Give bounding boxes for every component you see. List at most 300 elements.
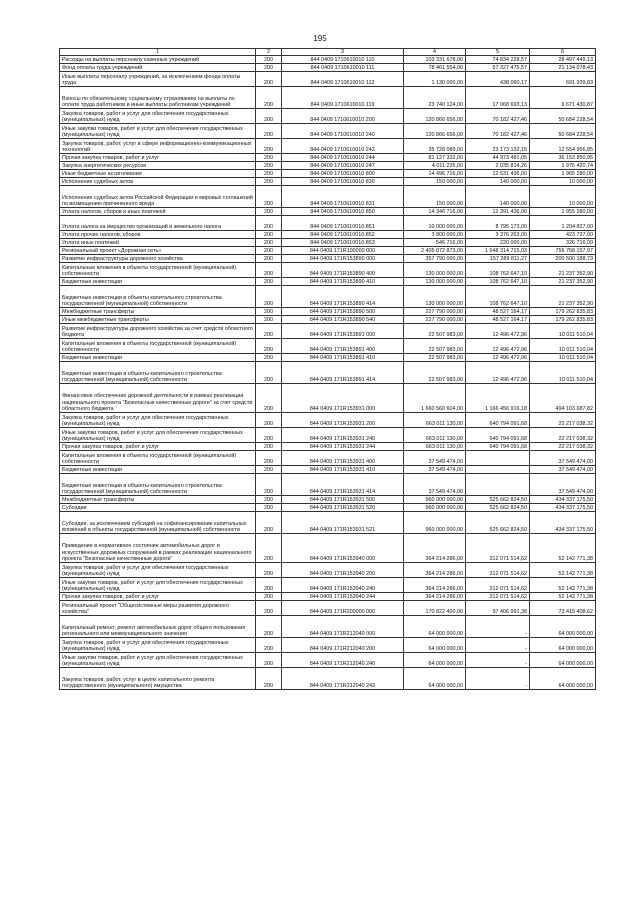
table-row: [60, 255, 596, 263]
row-unexecuted-cell: 1 965 280,00: [530, 170, 596, 178]
row-budget-code-cell: 844 0409 1710610010 853: [282, 239, 404, 247]
row-executed-cell: 12 496 472,96: [466, 362, 530, 384]
row-executed-cell: 57 327 475,57: [466, 64, 530, 72]
row-unexecuted-cell: 22 217 038,32: [530, 413, 596, 428]
row-unexecuted-cell: 64 000 000,00: [530, 653, 596, 668]
row-unexecuted-cell: 10 000,00: [530, 178, 596, 186]
column-number-cell: 2: [256, 49, 282, 56]
row-executed-cell: 48 527 164,17: [466, 316, 530, 324]
row-ved-code-cell: 200: [256, 56, 282, 64]
row-unexecuted-cell: 10 011 510,04: [530, 324, 596, 339]
row-name-cell: Закупка товаров, работ и услуг для обеспечения государственных (муниципальных) нужд: [60, 638, 256, 653]
row-executed-cell: 312 071 514,62: [466, 534, 530, 563]
row-approved-cell: 150 000,00: [404, 186, 466, 208]
row-ved-code-cell: 200: [256, 170, 282, 178]
row-ved-code-cell: 200: [256, 87, 282, 109]
row-approved-cell: 37 549 474,00: [404, 474, 466, 496]
row-ved-code-cell: 200: [256, 563, 282, 578]
row-executed-cell: 140 000,00: [466, 178, 530, 186]
row-name-cell: Бюджетные инвестиции в объекты капитального строительства государственной (муниципальной) собственности: [60, 474, 256, 496]
row-ved-code-cell: 200: [256, 64, 282, 72]
row-budget-code-cell: 844 0409 1710610010 830: [282, 178, 404, 186]
row-name-cell: Прочая закупка товаров, работ и услуг: [60, 154, 256, 162]
row-budget-code-cell: 844 0409 171R153940 200: [282, 563, 404, 578]
table-row: [60, 124, 596, 139]
table-row: [60, 178, 596, 186]
row-budget-code-cell: 844 0409 171R153931 400: [282, 451, 404, 466]
row-unexecuted-cell: 73 415 408,62: [530, 601, 596, 616]
row-executed-cell: -: [466, 638, 530, 653]
row-approved-cell: 64 000 000,00: [404, 653, 466, 668]
row-budget-code-cell: 844 0409 171R153940 000: [282, 534, 404, 563]
row-ved-code-cell: 200: [256, 504, 282, 512]
row-approved-cell: 120 866 656,00: [404, 124, 466, 139]
row-budget-code-cell: 844 0409 1710610010 800: [282, 170, 404, 178]
row-name-cell: Расходы на выплаты персоналу казенных учреждений: [60, 56, 256, 64]
row-budget-code-cell: 844 0409 1710610010 242: [282, 139, 404, 154]
table-row: [60, 139, 596, 154]
row-name-cell: Уплата иных платежей: [60, 239, 256, 247]
row-approved-cell: 64 000 000,00: [404, 668, 466, 690]
row-budget-code-cell: 844 0409 171R153890 000: [282, 255, 404, 263]
row-budget-code-cell: 844 0409 171R153891 000: [282, 324, 404, 339]
row-approved-cell: 960 000 000,00: [404, 504, 466, 512]
row-unexecuted-cell: 10 011 510,04: [530, 354, 596, 362]
row-ved-code-cell: 200: [256, 286, 282, 308]
row-executed-cell: 108 762 647,10: [466, 286, 530, 308]
row-name-cell: Иные бюджетные ассигнования: [60, 170, 256, 178]
row-approved-cell: 663 011 130,00: [404, 443, 466, 451]
column-number-cell: 6: [530, 49, 596, 56]
row-executed-cell: 70 182 427,46: [466, 124, 530, 139]
row-name-cell: Закупка энергетических ресурсов: [60, 162, 256, 170]
table-row: [60, 87, 596, 109]
row-budget-code-cell: 844 0409 171R153891 400: [282, 339, 404, 354]
table-row: [60, 339, 596, 354]
row-name-cell: Иные закупки товаров, работ и услуг для обеспечения государственных (муниципальных) нужд: [60, 428, 256, 443]
row-budget-code-cell: 844 0409 1710610010 244: [282, 154, 404, 162]
row-unexecuted-cell: 21 237 352,90: [530, 286, 596, 308]
row-budget-code-cell: 844 0409 171R153940 240: [282, 578, 404, 593]
row-approved-cell: 103 331 678,00: [404, 56, 466, 64]
table-row: [60, 601, 596, 616]
row-ved-code-cell: 200: [256, 512, 282, 534]
table-row: [60, 638, 596, 653]
row-unexecuted-cell: 21 237 352,90: [530, 278, 596, 286]
row-executed-cell: [466, 466, 530, 474]
row-approved-cell: 170 822 400,00: [404, 601, 466, 616]
table-row: [60, 154, 596, 162]
row-name-cell: Взносы по обязательному социальному страхованию на выплаты по оплате труда работников и иные выплаты работникам учреждений: [60, 87, 256, 109]
row-name-cell: Фонд оплаты труда учреждений: [60, 64, 256, 72]
table-row: [60, 231, 596, 239]
row-unexecuted-cell: 326 716,00: [530, 239, 596, 247]
row-ved-code-cell: 200: [256, 384, 282, 413]
row-unexecuted-cell: 756 758 157,97: [530, 247, 596, 255]
row-name-cell: Уплата налогов, сборов и иных платежей: [60, 208, 256, 216]
table-row: [60, 504, 596, 512]
row-ved-code-cell: 200: [256, 308, 282, 316]
table-row: [60, 474, 596, 496]
table-row: [60, 72, 596, 87]
table-row: [60, 247, 596, 255]
row-approved-cell: 1 130 000,00: [404, 72, 466, 87]
row-name-cell: Исполнение судебных актов Российской Федерации и мировых соглашений по возмещению причиненного вреда: [60, 186, 256, 208]
table-row: [60, 239, 596, 247]
row-unexecuted-cell: 52 142 771,38: [530, 534, 596, 563]
row-approved-cell: 364 214 286,00: [404, 593, 466, 601]
row-executed-cell: 12 496 472,96: [466, 354, 530, 362]
row-approved-cell: 2 405 072 873,00: [404, 247, 466, 255]
table-row: [60, 428, 596, 443]
row-approved-cell: 1 660 560 604,00: [404, 384, 466, 413]
row-ved-code-cell: 200: [256, 653, 282, 668]
row-ved-code-cell: 200: [256, 154, 282, 162]
row-executed-cell: 640 794 091,68: [466, 413, 530, 428]
row-ved-code-cell: 200: [256, 534, 282, 563]
table-row: [60, 170, 596, 178]
table-row: [60, 362, 596, 384]
row-executed-cell: 312 071 514,62: [466, 578, 530, 593]
row-executed-cell: 48 527 164,17: [466, 308, 530, 316]
row-name-cell: Закупка товаров, работ и услуг для обеспечения государственных (муниципальных) нужд: [60, 109, 256, 124]
table-row: [60, 668, 596, 690]
row-executed-cell: 525 662 824,50: [466, 504, 530, 512]
row-unexecuted-cell: 52 142 771,38: [530, 578, 596, 593]
row-budget-code-cell: 844 0409 1710610010 112: [282, 72, 404, 87]
row-name-cell: Бюджетные инвестиции в объекты капитального строительства государственной (муниципальной) собственности: [60, 362, 256, 384]
row-ved-code-cell: 200: [256, 578, 282, 593]
row-ved-code-cell: 200: [256, 186, 282, 208]
row-budget-code-cell: 844 0409 171R212040 000: [282, 616, 404, 638]
table-row: [60, 109, 596, 124]
row-ved-code-cell: 200: [256, 255, 282, 263]
row-budget-code-cell: 844 0409 171R153940 244: [282, 593, 404, 601]
row-executed-cell: 23 173 132,15: [466, 139, 530, 154]
table-row: [60, 56, 596, 64]
row-budget-code-cell: 844 0409 1710610010 247: [282, 162, 404, 170]
row-approved-cell: 22 507 983,00: [404, 354, 466, 362]
row-unexecuted-cell: 1 955 280,00: [530, 208, 596, 216]
row-executed-cell: 74 834 228,57: [466, 56, 530, 64]
row-approved-cell: 37 549 474,00: [404, 466, 466, 474]
row-ved-code-cell: 200: [256, 339, 282, 354]
row-name-cell: Исполнение судебных актов: [60, 178, 256, 186]
row-budget-code-cell: 844 0409 171R153890 400: [282, 263, 404, 278]
table-row: [60, 263, 596, 278]
row-unexecuted-cell: 6 671 430,87: [530, 87, 596, 109]
row-ved-code-cell: 200: [256, 593, 282, 601]
row-budget-code-cell: 844 0409 171R153931 500: [282, 496, 404, 504]
row-approved-cell: 364 214 286,00: [404, 534, 466, 563]
row-budget-code-cell: 844 0409 1710610010 850: [282, 208, 404, 216]
table-row: [60, 413, 596, 428]
table-row: [60, 512, 596, 534]
row-unexecuted-cell: 21 237 352,90: [530, 263, 596, 278]
row-approved-cell: 130 000 000,00: [404, 263, 466, 278]
row-unexecuted-cell: 1 204 827,00: [530, 216, 596, 231]
row-unexecuted-cell: 52 142 771,38: [530, 593, 596, 601]
row-approved-cell: 546 716,00: [404, 239, 466, 247]
row-executed-cell: 97 406 991,38: [466, 601, 530, 616]
row-name-cell: Закупка товаров, работ, услуг в целях капитального ремонта государственного (муниципального) имущества: [60, 668, 256, 690]
row-unexecuted-cell: 50 684 228,54: [530, 109, 596, 124]
row-unexecuted-cell: 37 549 474,00: [530, 474, 596, 496]
row-approved-cell: 227 790 000,00: [404, 316, 466, 324]
row-executed-cell: -: [466, 616, 530, 638]
row-unexecuted-cell: 22 217 038,32: [530, 428, 596, 443]
row-approved-cell: 81 127 332,00: [404, 154, 466, 162]
row-executed-cell: -: [466, 668, 530, 690]
table-row: [60, 384, 596, 413]
row-approved-cell: 22 507 983,00: [404, 324, 466, 339]
row-unexecuted-cell: 10 000,00: [530, 186, 596, 208]
row-budget-code-cell: 844 0409 171R212040 240: [282, 653, 404, 668]
row-name-cell: Капитальные вложения в объекты государственной (муниципальной) собственности: [60, 339, 256, 354]
row-executed-cell: 220 000,00: [466, 239, 530, 247]
row-unexecuted-cell: 434 337 175,50: [530, 496, 596, 504]
row-executed-cell: 157 289 811,27: [466, 255, 530, 263]
row-name-cell: Капитальные вложения в объекты государственной (муниципальной) собственности: [60, 263, 256, 278]
row-executed-cell: 12 391 436,00: [466, 208, 530, 216]
row-budget-code-cell: 844 0409 171R153890 414: [282, 286, 404, 308]
row-unexecuted-cell: 12 554 956,85: [530, 139, 596, 154]
row-name-cell: Бюджетные инвестиции: [60, 354, 256, 362]
row-unexecuted-cell: 21 134 078,43: [530, 64, 596, 72]
table-row: [60, 534, 596, 563]
row-budget-code-cell: 844 0409 1710610010 852: [282, 231, 404, 239]
row-ved-code-cell: 200: [256, 72, 282, 87]
row-name-cell: Межбюджетные трансферты: [60, 308, 256, 316]
row-executed-cell: [466, 451, 530, 466]
row-name-cell: Закупка товаров, работ и услуг для обеспечения государственных (муниципальных) нужд: [60, 563, 256, 578]
row-budget-code-cell: 844 0409 171R153931 520: [282, 504, 404, 512]
row-approved-cell: 960 000 000,00: [404, 512, 466, 534]
row-approved-cell: 357 790 000,00: [404, 255, 466, 263]
row-executed-cell: 70 182 427,46: [466, 109, 530, 124]
row-unexecuted-cell: 64 000 000,00: [530, 616, 596, 638]
row-budget-code-cell: 844 0409 171R153890 540: [282, 316, 404, 324]
row-executed-cell: 12 496 472,96: [466, 324, 530, 339]
row-ved-code-cell: 200: [256, 451, 282, 466]
row-budget-code-cell: 844 0409 171R200000 000: [282, 601, 404, 616]
row-ved-code-cell: 200: [256, 208, 282, 216]
table-row: [60, 653, 596, 668]
row-ved-code-cell: 200: [256, 178, 282, 186]
row-unexecuted-cell: 434 337 175,50: [530, 504, 596, 512]
row-unexecuted-cell: 494 103 687,82: [530, 384, 596, 413]
row-unexecuted-cell: 36 153 850,95: [530, 154, 596, 162]
row-ved-code-cell: 200: [256, 247, 282, 255]
row-unexecuted-cell: 200 500 188,73: [530, 255, 596, 263]
row-ved-code-cell: 200: [256, 316, 282, 324]
page-number: 195: [313, 34, 327, 43]
table-row: [60, 616, 596, 638]
row-approved-cell: 227 790 000,00: [404, 308, 466, 316]
row-executed-cell: 2 035 814,26: [466, 162, 530, 170]
row-approved-cell: 130 000 000,00: [404, 278, 466, 286]
row-budget-code-cell: 844 0409 1710610010 851: [282, 216, 404, 231]
row-executed-cell: 108 762 647,10: [466, 278, 530, 286]
row-unexecuted-cell: 37 549 474,00: [530, 451, 596, 466]
row-budget-code-cell: 844 0409 1710610010 119: [282, 87, 404, 109]
row-executed-cell: 140 000,00: [466, 186, 530, 208]
row-budget-code-cell: 844 0409 171R153931 240: [282, 428, 404, 443]
row-executed-cell: 17 068 693,13: [466, 87, 530, 109]
row-name-cell: Региональный проект "Общесистемные меры развития дорожного хозяйства": [60, 601, 256, 616]
row-ved-code-cell: 200: [256, 239, 282, 247]
row-name-cell: Региональный проект «Дорожная сеть»: [60, 247, 256, 255]
row-name-cell: Закупка товаров, работ, услуг в сфере информационно-коммуникационных технологий: [60, 139, 256, 154]
row-name-cell: Бюджетные инвестиции: [60, 466, 256, 474]
row-unexecuted-cell: 28 497 449,13: [530, 56, 596, 64]
row-approved-cell: 663 011 130,00: [404, 428, 466, 443]
row-budget-code-cell: 844 0409 171R100000 000: [282, 247, 404, 255]
row-unexecuted-cell: 50 684 228,54: [530, 124, 596, 139]
row-budget-code-cell: 844 0409 171R153891 414: [282, 362, 404, 384]
row-budget-code-cell: 844 0409 171R153931 414: [282, 474, 404, 496]
row-executed-cell: 3 376 263,00: [466, 231, 530, 239]
row-name-cell: Иные закупки товаров, работ и услуг для обеспечения государственных (муниципальных) нужд: [60, 578, 256, 593]
row-ved-code-cell: 200: [256, 668, 282, 690]
table-row: [60, 286, 596, 308]
row-executed-cell: 525 662 824,50: [466, 496, 530, 504]
table-row: [60, 324, 596, 339]
row-unexecuted-cell: 179 262 835,83: [530, 308, 596, 316]
budget-table: [59, 48, 596, 690]
row-unexecuted-cell: 179 262 835,83: [530, 316, 596, 324]
row-executed-cell: 640 794 091,68: [466, 443, 530, 451]
row-budget-code-cell: 844 0409 171R153890 410: [282, 278, 404, 286]
row-name-cell: Иные закупки товаров, работ и услуг для обеспечения государственных (муниципальных) нужд: [60, 653, 256, 668]
row-budget-code-cell: 844 0409 1710610010 200: [282, 109, 404, 124]
row-name-cell: Уплата налога на имущество организаций и земельного налога: [60, 216, 256, 231]
row-name-cell: Иные выплаты персоналу учреждений, за исключением фонда оплаты труда: [60, 72, 256, 87]
row-name-cell: Бюджетные инвестиции в объекты капитального строительства государственной (муниципальной) собственности: [60, 286, 256, 308]
row-approved-cell: 64 000 000,00: [404, 638, 466, 653]
row-unexecuted-cell: 37 549 474,00: [530, 466, 596, 474]
column-number-cell: 4: [404, 49, 466, 56]
row-approved-cell: 364 214 286,00: [404, 563, 466, 578]
row-executed-cell: 312 071 514,62: [466, 593, 530, 601]
row-budget-code-cell: 844 0409 171R153931 200: [282, 413, 404, 428]
row-ved-code-cell: 200: [256, 443, 282, 451]
row-executed-cell: 1 648 314 715,03: [466, 247, 530, 255]
column-number-row: [60, 49, 596, 56]
row-executed-cell: 438 060,17: [466, 72, 530, 87]
row-ved-code-cell: 200: [256, 263, 282, 278]
table-row: [60, 186, 596, 208]
row-approved-cell: 22 507 983,00: [404, 339, 466, 354]
row-ved-code-cell: 200: [256, 616, 282, 638]
row-approved-cell: 78 461 554,00: [404, 64, 466, 72]
row-executed-cell: 525 662 824,50: [466, 512, 530, 534]
row-executed-cell: 640 794 091,68: [466, 428, 530, 443]
row-executed-cell: 1 166 456 916,18: [466, 384, 530, 413]
column-number-cell: 5: [466, 49, 530, 56]
row-name-cell: Субсидии, за исключением субсидий на софинансирование капитальных вложений в объекты государственной (муниципальной) собственности: [60, 512, 256, 534]
row-unexecuted-cell: 423 737,00: [530, 231, 596, 239]
row-budget-code-cell: 844 0409 171R153931 000: [282, 384, 404, 413]
row-ved-code-cell: 200: [256, 413, 282, 428]
row-ved-code-cell: 200: [256, 638, 282, 653]
row-approved-cell: 960 000 000,00: [404, 496, 466, 504]
row-approved-cell: 35 728 089,00: [404, 139, 466, 154]
row-ved-code-cell: 200: [256, 231, 282, 239]
table-row: [60, 563, 596, 578]
row-name-cell: Иные закупки товаров, работ и услуг для обеспечения государственных (муниципальных) нужд: [60, 124, 256, 139]
row-executed-cell: 108 762 647,10: [466, 263, 530, 278]
table-row: [60, 354, 596, 362]
row-name-cell: Закупка товаров, работ и услуг для обеспечения государственных (муниципальных) нужд: [60, 413, 256, 428]
row-approved-cell: 10 000 000,00: [404, 216, 466, 231]
row-budget-code-cell: 844 0409 171R153931 244: [282, 443, 404, 451]
row-budget-code-cell: 844 0409 1710610010 111: [282, 64, 404, 72]
row-ved-code-cell: 200: [256, 139, 282, 154]
row-budget-code-cell: 844 0409 1710610010 110: [282, 56, 404, 64]
row-name-cell: Бюджетные инвестиции: [60, 278, 256, 286]
row-ved-code-cell: 200: [256, 354, 282, 362]
row-name-cell: Приведение в нормативное состояние автомобильных дорог и искусственных дорожных сооружений в рамках реализации национального проекта "Безопасные качественные дороги": [60, 534, 256, 563]
row-unexecuted-cell: 1 975 420,74: [530, 162, 596, 170]
row-ved-code-cell: 200: [256, 362, 282, 384]
row-approved-cell: 364 214 286,00: [404, 578, 466, 593]
row-approved-cell: 120 866 656,00: [404, 109, 466, 124]
row-name-cell: Капитальные вложения в объекты государственной (муниципальной) собственности: [60, 451, 256, 466]
row-approved-cell: 3 800 000,00: [404, 231, 466, 239]
row-name-cell: Межбюджетные трансферты: [60, 496, 256, 504]
row-name-cell: Прочая закупка товаров, работ и услуг: [60, 443, 256, 451]
row-approved-cell: 64 000 000,00: [404, 616, 466, 638]
row-approved-cell: 23 740 124,00: [404, 87, 466, 109]
table-row: [60, 578, 596, 593]
row-ved-code-cell: 200: [256, 216, 282, 231]
row-budget-code-cell: 844 0409 171R153891 410: [282, 354, 404, 362]
row-ved-code-cell: 200: [256, 162, 282, 170]
row-ved-code-cell: 200: [256, 428, 282, 443]
row-ved-code-cell: 200: [256, 466, 282, 474]
row-unexecuted-cell: 691 939,83: [530, 72, 596, 87]
row-approved-cell: 14 496 716,00: [404, 170, 466, 178]
row-executed-cell: 12 531 436,00: [466, 170, 530, 178]
row-name-cell: Развитие инфраструктуры дорожного хозяйства за счет средств областного бюджета: [60, 324, 256, 339]
table-row: [60, 466, 596, 474]
row-name-cell: Финансовое обеспечение дорожной деятельности в рамках реализации национального проекта "Безопасные качественные дороги" за счет средств областного бюджета: [60, 384, 256, 413]
table-row: [60, 278, 596, 286]
row-name-cell: Субсидии: [60, 504, 256, 512]
row-approved-cell: 37 549 474,00: [404, 451, 466, 466]
row-name-cell: Прочая закупка товаров, работ и услуг: [60, 593, 256, 601]
row-ved-code-cell: 200: [256, 278, 282, 286]
row-approved-cell: 150 000,00: [404, 178, 466, 186]
table-row: [60, 308, 596, 316]
row-name-cell: Капитальный ремонт, ремонт автомобильных дорог общего пользования регионального или межмуниципального значения: [60, 616, 256, 638]
row-budget-code-cell: 844 0409 1710610010 240: [282, 124, 404, 139]
row-name-cell: Иные межбюджетные трансферты: [60, 316, 256, 324]
table-row: [60, 443, 596, 451]
row-unexecuted-cell: 64 000 000,00: [530, 668, 596, 690]
row-approved-cell: 14 346 716,00: [404, 208, 466, 216]
table-row: [60, 208, 596, 216]
row-name-cell: Уплата прочих налогов, сборов: [60, 231, 256, 239]
row-executed-cell: 44 973 481,05: [466, 154, 530, 162]
row-unexecuted-cell: 52 142 771,38: [530, 563, 596, 578]
row-unexecuted-cell: 10 011 510,04: [530, 362, 596, 384]
row-budget-code-cell: 844 0409 171R212040 243: [282, 668, 404, 690]
row-unexecuted-cell: 434 337 175,50: [530, 512, 596, 534]
row-ved-code-cell: 200: [256, 124, 282, 139]
row-budget-code-cell: 844 0409 171R153890 500: [282, 308, 404, 316]
